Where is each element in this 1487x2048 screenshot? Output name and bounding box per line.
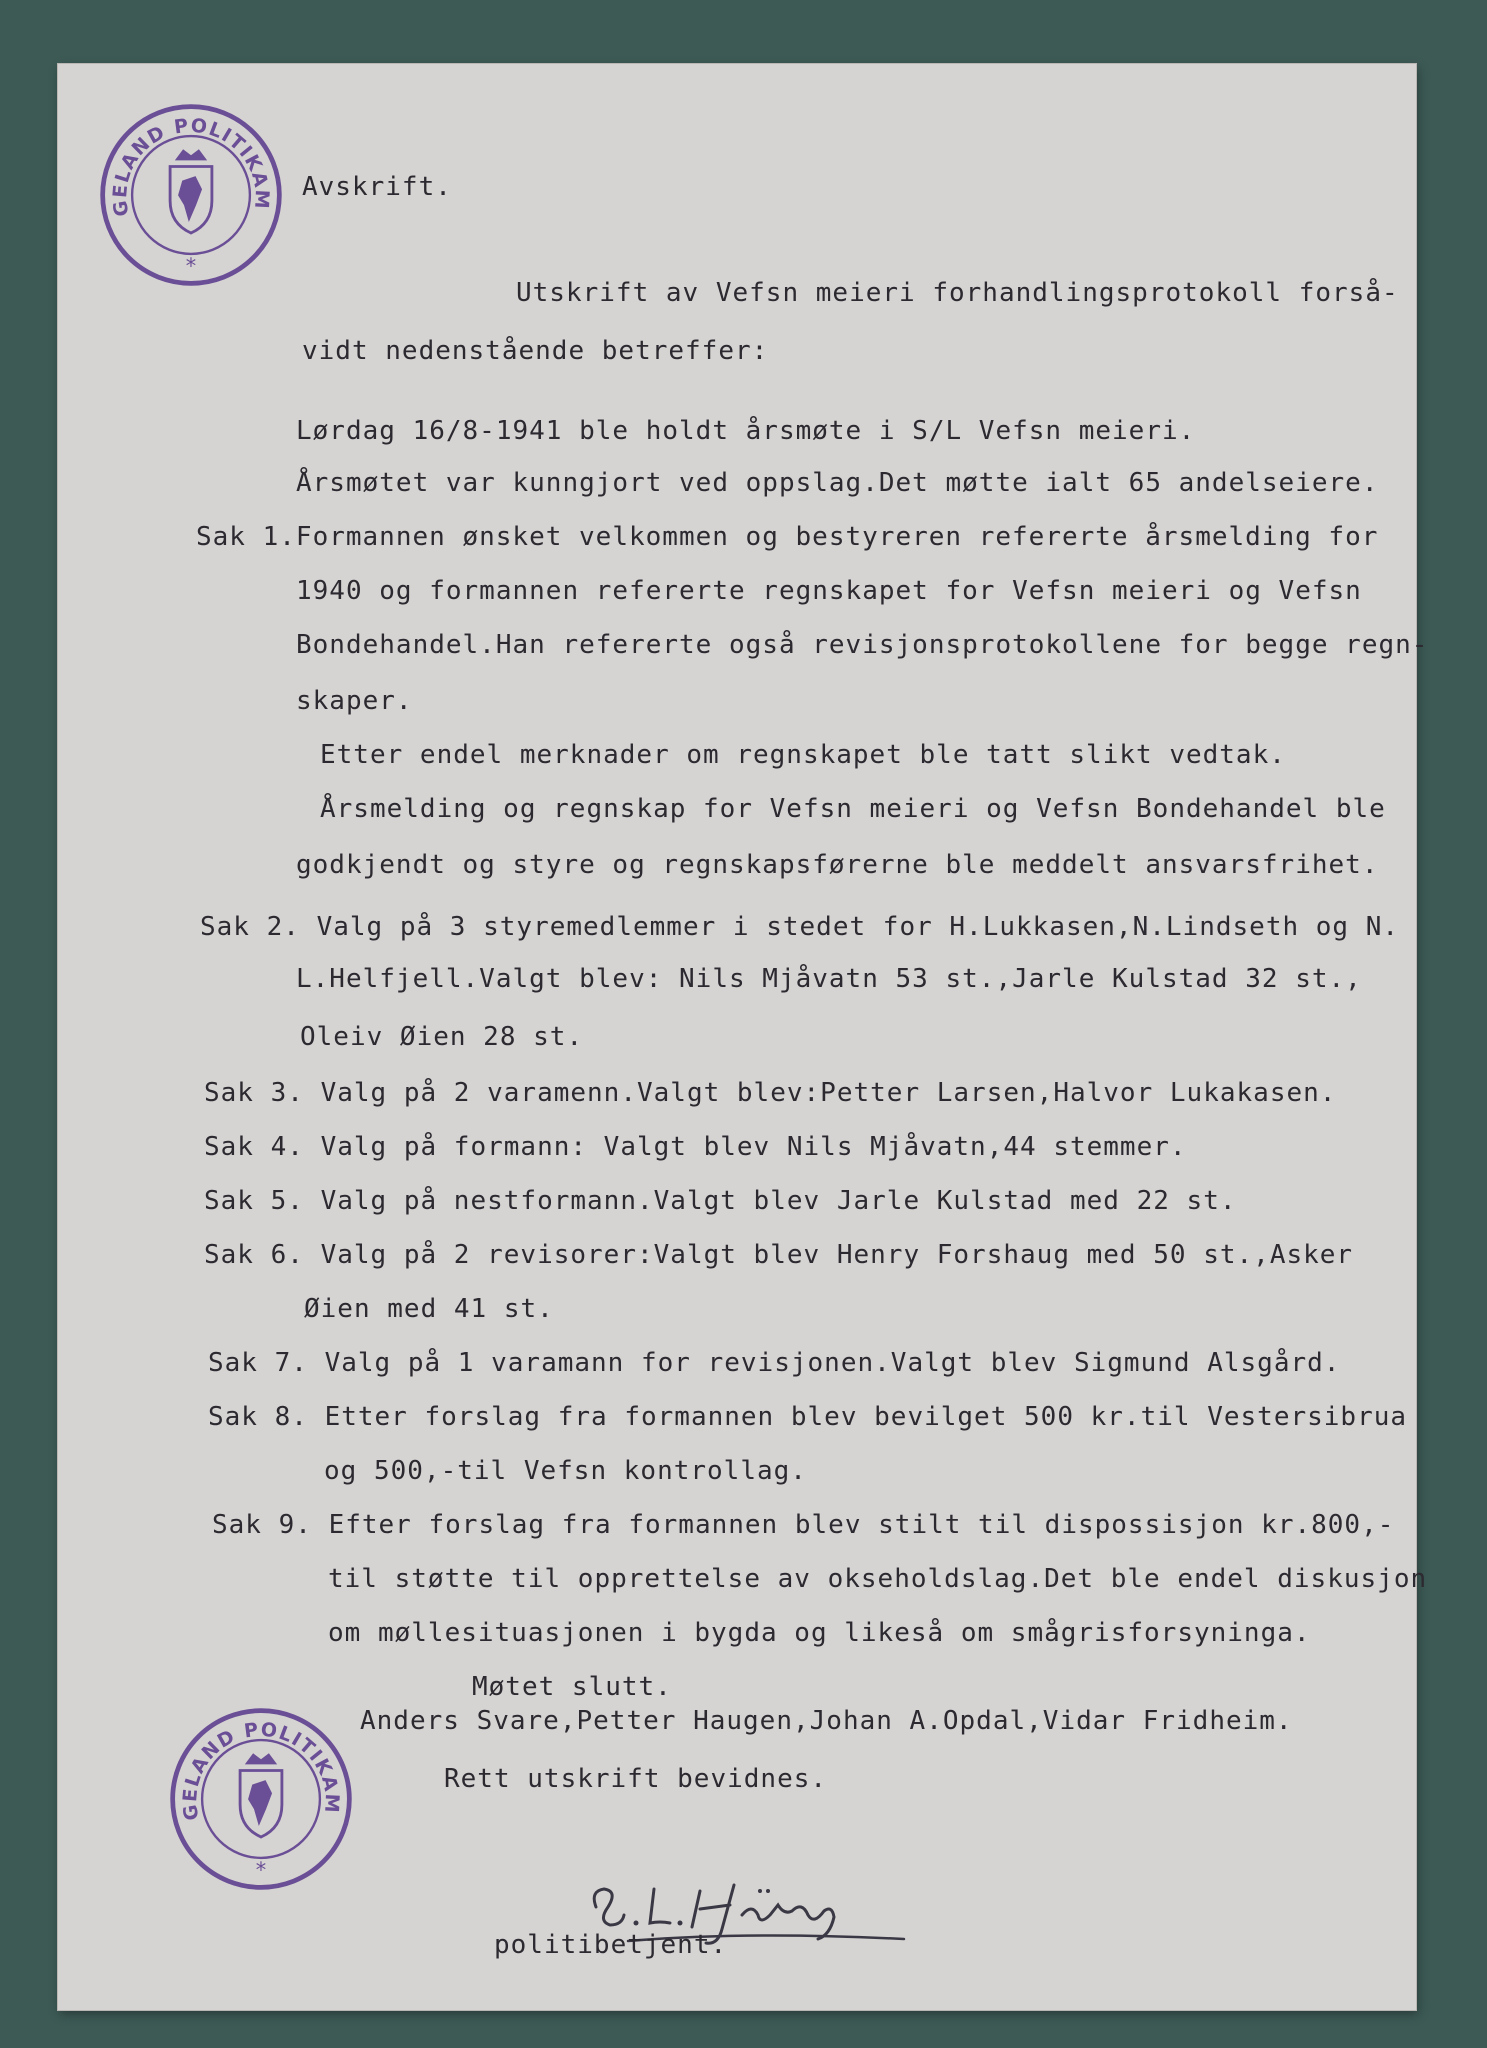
coat-of-arms-icon bbox=[240, 1755, 282, 1837]
sak-6-line: Øien med 41 st. bbox=[304, 1294, 554, 1324]
stamp-text: GELAND POLITIKAM bbox=[109, 114, 273, 218]
sak-1-line: Etter endel merknader om regnskapet ble tatt slikt vedtak. bbox=[320, 740, 1286, 770]
sak-9-line: Sak 9. Efter forslag fra formannen blev stilt til dispossisjon kr.800,- bbox=[212, 1510, 1395, 1540]
document-page bbox=[58, 64, 1429, 2010]
sak-1-line: godkjendt og styre og regnskapsførerne ble meddelt ansvarsfrihet. bbox=[296, 850, 1379, 880]
sak-7-line: Sak 7. Valg på 1 varamann for revisjonen.Valgt blev Sigmund Alsgård. bbox=[208, 1348, 1341, 1378]
police-stamp-bottom bbox=[166, 1704, 356, 1894]
signature-title: politibetjent. bbox=[494, 1930, 728, 1960]
police-stamp-top bbox=[96, 100, 286, 290]
sak-2-line: Oleiv Øien 28 st. bbox=[300, 1022, 584, 1052]
sak-9-line: om møllesituasjonen i bygda og likeså om smågrisforsyninga. bbox=[328, 1618, 1311, 1648]
sak-8-line: og 500,-til Vefsn kontrollag. bbox=[324, 1456, 807, 1486]
intro-line: vidt nedenstående betreffer: bbox=[302, 336, 769, 366]
stamp-star: * bbox=[185, 253, 197, 278]
intro-line: Utskrift av Vefsn meieri forhandlingsprotokoll forså- bbox=[516, 278, 1399, 308]
sak-1-line: Bondehandel.Han refererte også revisjonsprotokollene for begge regn- bbox=[296, 630, 1429, 660]
sak-5-line: Sak 5. Valg på nestformann.Valgt blev Jarle Kulstad med 22 st. bbox=[204, 1186, 1237, 1216]
heading: Avskrift. bbox=[302, 172, 452, 202]
sak-6-line: Sak 6. Valg på 2 revisorer:Valgt blev Henry Forshaug med 50 st.,Asker bbox=[204, 1240, 1354, 1270]
certification: Rett utskrift bevidnes. bbox=[444, 1764, 828, 1794]
stamp-star: * bbox=[255, 1857, 267, 1882]
sak-3-line: Sak 3. Valg på 2 varamenn.Valgt blev:Petter Larsen,Halvor Lukakasen. bbox=[204, 1078, 1337, 1108]
stamp-text: GELAND POLITIKAM bbox=[179, 1718, 343, 1822]
sak-1-line: Årsmelding og regnskap for Vefsn meieri og Vefsn Bondehandel ble bbox=[320, 794, 1386, 824]
coat-of-arms-icon bbox=[170, 151, 212, 233]
opening-line: Årsmøtet var kunngjort ved oppslag.Det møtte ialt 65 andelseiere. bbox=[296, 468, 1379, 498]
signatories: Anders Svare,Petter Haugen,Johan A.Opdal,Vidar Fridheim. bbox=[360, 1706, 1293, 1736]
sak-1-line: 1940 og formannen refererte regnskapet for Vefsn meieri og Vefsn bbox=[296, 576, 1362, 606]
sak-1-line: skaper. bbox=[296, 686, 413, 716]
closing: Møtet slutt. bbox=[472, 1672, 672, 1702]
sak-1-line: Sak 1.Formannen ønsket velkommen og bestyreren refererte årsmelding for bbox=[196, 522, 1379, 552]
stamp-seal-icon bbox=[166, 1704, 356, 1894]
sak-9-line: til støtte til opprettelse av okseholdslag.Det ble endel diskusjon bbox=[328, 1564, 1428, 1594]
stamp-seal-icon bbox=[96, 100, 286, 290]
sak-2-line: Sak 2. Valg på 3 styremedlemmer i stedet for H.Lukkasen,N.Lindseth og N. bbox=[200, 912, 1400, 942]
sak-8-line: Sak 8. Etter forslag fra formannen blev bevilget 500 kr.til Vestersibrua bbox=[208, 1402, 1408, 1432]
sak-2-line: L.Helfjell.Valgt blev: Nils Mjåvatn 53 st.,Jarle Kulstad 32 st., bbox=[296, 964, 1362, 994]
opening-line: Lørdag 16/8-1941 ble holdt årsmøte i S/L Vefsn meieri. bbox=[296, 416, 1196, 446]
sak-4-line: Sak 4. Valg på formann: Valgt blev Nils Mjåvatn,44 stemmer. bbox=[204, 1132, 1187, 1162]
